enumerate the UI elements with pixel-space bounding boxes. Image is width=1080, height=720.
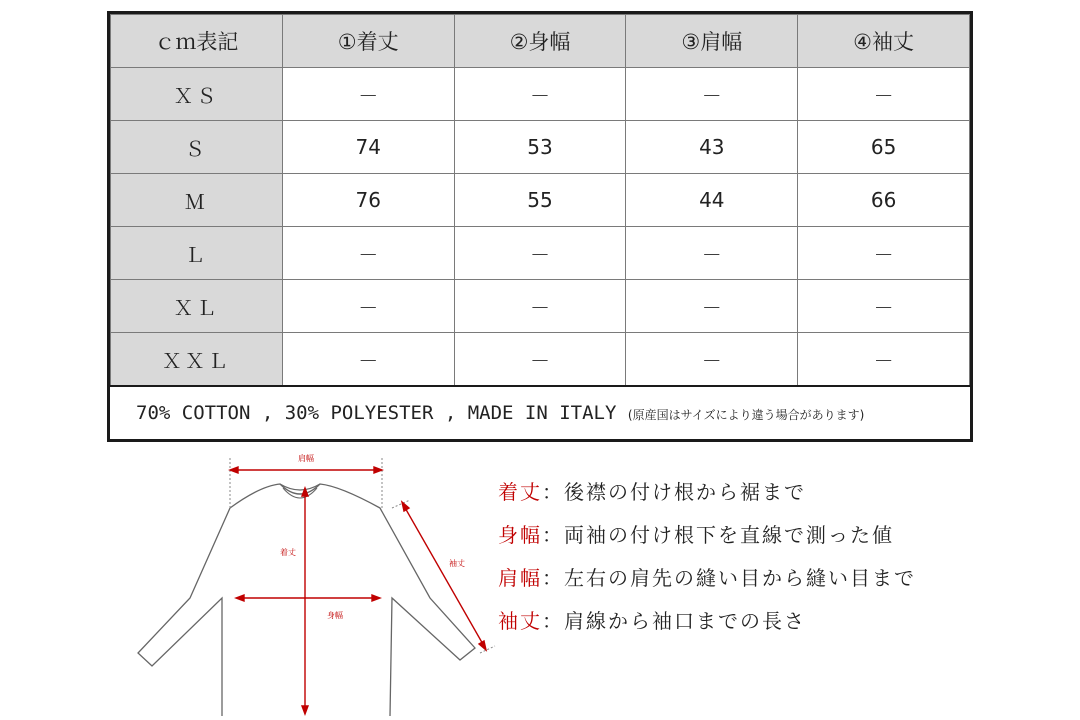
table-cell: －: [282, 68, 454, 121]
table-cell: 43: [626, 121, 798, 174]
header-width: ②身幅: [454, 15, 626, 68]
legend-term: 着丈: [498, 480, 542, 504]
table-cell: 74: [282, 121, 454, 174]
legend-desc: ：両袖の付け根下を直線で測った値: [542, 523, 894, 547]
diagram-label-shoulder: 肩幅: [298, 454, 314, 463]
table-cell: 55: [454, 174, 626, 227]
table-cell: 65: [798, 121, 970, 174]
legend-term: 袖丈: [498, 609, 542, 633]
table-row: [111, 121, 970, 174]
table-cell: －: [454, 68, 626, 121]
table-cell: －: [626, 68, 798, 121]
table-cell: －: [282, 333, 454, 387]
header-length: ①着丈: [282, 15, 454, 68]
diagram-label-width: 身幅: [327, 611, 343, 620]
table-row: [111, 333, 970, 387]
table-cell: －: [626, 280, 798, 333]
table-cell: －: [798, 280, 970, 333]
sweater-outline: [130, 448, 510, 716]
table-row: [111, 174, 970, 227]
table-cell: 53: [454, 121, 626, 174]
diagram-label-sleeve: 袖丈: [449, 559, 465, 568]
material-line: [110, 387, 970, 439]
size-table: [110, 14, 970, 387]
table-cell: －: [798, 227, 970, 280]
size-label: Ｌ: [111, 227, 283, 280]
garment-diagram: [130, 448, 510, 716]
table-row: [111, 68, 970, 121]
table-row: [111, 280, 970, 333]
legend-item: [498, 603, 1058, 646]
legend-term: 身幅: [498, 523, 542, 547]
table-cell: 44: [626, 174, 798, 227]
table-cell: －: [626, 227, 798, 280]
origin-note: (原産国はサイズにより違う場合があります): [627, 408, 865, 422]
legend-item: [498, 474, 1058, 517]
legend-term: 肩幅: [498, 566, 542, 590]
material-text: 70% COTTON , 30% POLYESTER , MADE IN ITALY: [136, 402, 617, 424]
table-cell: －: [626, 333, 798, 387]
legend-item: [498, 517, 1058, 560]
table-header-row: [111, 15, 970, 68]
legend-desc: ：肩線から袖口までの長さ: [542, 609, 806, 633]
legend-desc: ：左右の肩先の縫い目から縫い目まで: [542, 566, 916, 590]
table-row: [111, 227, 970, 280]
table-cell: －: [798, 333, 970, 387]
size-label: ＸＬ: [111, 280, 283, 333]
diagram-label-length: 着丈: [280, 548, 296, 557]
size-chart: [107, 11, 973, 442]
header-sleeve: ④袖丈: [798, 15, 970, 68]
table-cell: 76: [282, 174, 454, 227]
table-cell: －: [282, 227, 454, 280]
table-cell: 66: [798, 174, 970, 227]
table-cell: －: [454, 227, 626, 280]
table-cell: －: [282, 280, 454, 333]
table-cell: －: [798, 68, 970, 121]
table-cell: －: [454, 333, 626, 387]
table-cell: －: [454, 280, 626, 333]
measurement-legend: [498, 474, 1058, 646]
header-shoulder: ③肩幅: [626, 15, 798, 68]
size-label: ＸＳ: [111, 68, 283, 121]
size-label: Ｓ: [111, 121, 283, 174]
header-unit: ｃｍ表記: [111, 15, 283, 68]
size-label: ＸＸＬ: [111, 333, 283, 387]
legend-desc: ：後襟の付け根から裾まで: [542, 480, 806, 504]
legend-item: [498, 560, 1058, 603]
size-label: Ｍ: [111, 174, 283, 227]
